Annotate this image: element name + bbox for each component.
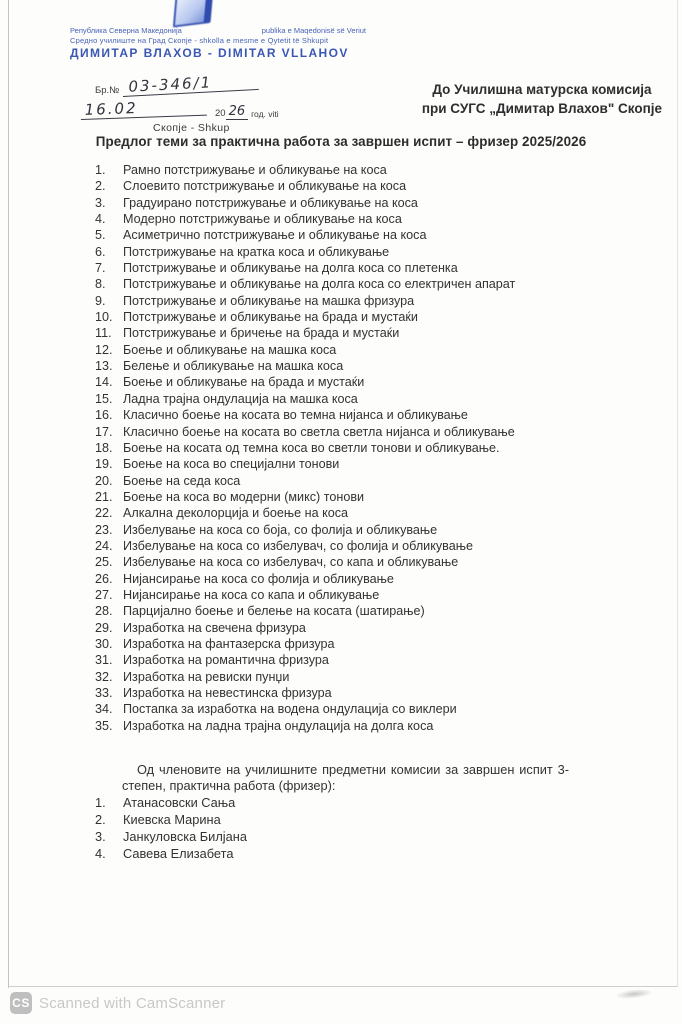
topic-item-number: 6. bbox=[95, 244, 106, 259]
letterhead-line-1 bbox=[70, 26, 366, 35]
topic-item bbox=[95, 474, 642, 490]
topic-item bbox=[95, 637, 642, 653]
topic-item bbox=[95, 343, 642, 359]
topic-item-text: Рамно потстрижување и обликување на коса bbox=[123, 163, 387, 177]
member-item bbox=[95, 829, 642, 846]
topic-item-text: Потстрижување на кратка коса и обликување bbox=[123, 244, 390, 259]
topic-item-number: 24. bbox=[95, 538, 113, 553]
year-prefix: 20 bbox=[215, 108, 226, 119]
topic-item-text: Изработка на фантазерска фризура bbox=[123, 636, 335, 651]
topic-item-number: 22. bbox=[95, 506, 113, 521]
topic-item-text: Парцијално боење и белење на косата (шатирање) bbox=[123, 604, 425, 619]
topic-item bbox=[95, 392, 642, 408]
topic-item-number: 33. bbox=[95, 686, 113, 700]
topic-item bbox=[95, 604, 642, 620]
topic-item bbox=[95, 702, 642, 718]
topic-item-number: 19. bbox=[95, 457, 113, 472]
topic-item-number: 1. bbox=[95, 163, 106, 177]
topic-item bbox=[95, 539, 642, 555]
topic-item-text: Боење и обликување на машка коса bbox=[123, 342, 337, 357]
member-item bbox=[95, 795, 642, 812]
topic-item-number: 28. bbox=[95, 604, 113, 619]
emblem-bar bbox=[204, 0, 212, 23]
topic-item bbox=[95, 359, 642, 375]
topic-item-number: 2. bbox=[95, 179, 106, 194]
topic-item-text: Модерно потстрижување и обликување на коса bbox=[123, 212, 402, 227]
topic-item-number: 34. bbox=[95, 702, 113, 717]
topic-item-number: 7. bbox=[95, 261, 106, 276]
city-label: Скопје - Shkup bbox=[153, 122, 230, 134]
letterhead-country-sq: publika e Maqedonisë së Veriut bbox=[261, 26, 366, 35]
topic-item-number: 4. bbox=[95, 212, 106, 227]
topic-item-text: Класично боење на косата во темна нијанса и обликување bbox=[123, 408, 468, 423]
topic-item-text: Класично боење на косата во светла светла нијанса и обликување bbox=[123, 424, 515, 439]
topic-item-text: Изработка на ладна трајна ондулација на долга коса bbox=[123, 718, 434, 733]
topic-item-text: Боење на косата од темна коса во светли тонови и обликување. bbox=[123, 440, 500, 455]
topic-item-number: 17. bbox=[95, 424, 113, 439]
topics-list bbox=[0, 163, 642, 735]
commission-paragraph: Од членовите на училишните предметни комисии за завршен испит 3-степен, практична работа (фризер): bbox=[122, 761, 569, 794]
topic-item bbox=[95, 523, 642, 539]
topic-item bbox=[95, 277, 642, 293]
topic-item bbox=[95, 163, 642, 179]
handwritten-document-number: 03-346/1 bbox=[122, 71, 259, 97]
topic-item-text: Избелување на коса со избелувач, со фолија и обликување bbox=[123, 538, 473, 553]
topic-item-number: 25. bbox=[95, 555, 113, 570]
topic-item-text: Изработка на невестинска фризура bbox=[123, 686, 332, 700]
member-item-text: Јанкуловска Билјана bbox=[123, 829, 247, 844]
topic-item-number: 27. bbox=[95, 587, 113, 602]
topic-item bbox=[95, 555, 642, 571]
letterhead-line-2: Средно училиште на Град Скопје - shkolla e mesme e Qytetit të Shkupit bbox=[70, 36, 329, 45]
topic-item-text: Постапка за изработка на водена ондулација со виклери bbox=[123, 702, 457, 717]
topic-item-number: 9. bbox=[95, 293, 106, 308]
camscanner-text: Scanned with CamScanner bbox=[39, 994, 226, 1012]
topic-item-number: 21. bbox=[95, 489, 113, 504]
topic-item-text: Боење на коса во модерни (микс) тонови bbox=[123, 489, 365, 504]
member-item-text: Атанасовски Сања bbox=[123, 795, 236, 810]
topic-item-text: Боење на седа коса bbox=[123, 473, 241, 488]
topic-item bbox=[95, 196, 642, 212]
topic-item-number: 30. bbox=[95, 636, 113, 651]
member-item-number: 2. bbox=[95, 812, 106, 827]
topic-item bbox=[95, 588, 642, 604]
scan-smudge-artifact bbox=[617, 988, 652, 1000]
letterhead-country-mk: Република Северна Македонија bbox=[70, 26, 182, 35]
handwritten-date: 16.02 bbox=[80, 97, 207, 120]
topic-item bbox=[95, 457, 642, 473]
document-number-block bbox=[84, 73, 280, 134]
topic-item bbox=[95, 375, 642, 391]
topic-item-text: Потстрижување и обликување на долга коса со електричен апарат bbox=[123, 277, 516, 292]
member-item-number: 1. bbox=[95, 795, 106, 810]
topic-item-text: Нијансирање на коса со фолија и обликување bbox=[123, 571, 394, 586]
topic-item-number: 15. bbox=[95, 391, 113, 406]
topic-item-number: 20. bbox=[95, 473, 113, 488]
topic-item-number: 35. bbox=[95, 718, 113, 733]
member-item-number: 4. bbox=[95, 846, 106, 861]
topic-item-text: Ладна трајна ондулација на машка коса bbox=[123, 391, 358, 406]
topic-item-number: 18. bbox=[95, 440, 113, 455]
member-item bbox=[95, 846, 642, 863]
handwritten-year: 26 bbox=[226, 104, 249, 120]
topic-item bbox=[95, 294, 642, 310]
topic-item bbox=[95, 719, 642, 735]
topic-item bbox=[95, 670, 642, 686]
topic-item-number: 13. bbox=[95, 359, 113, 374]
topic-item-text: Избелување на коса со избелувач, со капа и обликување bbox=[123, 555, 459, 570]
recipient-line-2: при СУГС „Димитар Влахов" Скопје bbox=[421, 101, 662, 116]
camscanner-watermark bbox=[10, 992, 225, 1014]
recipient-block bbox=[422, 80, 662, 118]
recipient-line-1: До Училишна матурска комисија bbox=[432, 82, 652, 97]
member-item-number: 3. bbox=[95, 829, 106, 844]
topic-item bbox=[95, 228, 642, 244]
topic-item-text: Потстрижување и обликување на машка фризура bbox=[123, 293, 415, 308]
topic-item-text: Нијансирање на коса со капа и обликување bbox=[123, 587, 380, 602]
members-list bbox=[0, 795, 642, 863]
number-label: Бр.№ bbox=[95, 85, 120, 96]
topic-item-number: 3. bbox=[95, 195, 106, 210]
member-item-text: Савева Елизабета bbox=[123, 846, 234, 861]
scan-edge-bottom bbox=[8, 986, 677, 987]
letterhead-school-name: ДИМИТАР ВЛАХОВ - DIMITAR VLLAHOV bbox=[70, 46, 349, 60]
year-suffix: год. viti bbox=[251, 109, 279, 119]
topic-item-text: Боење и обликување на брада и мустаќи bbox=[123, 375, 365, 390]
topic-item-text: Потстрижување и обликување на брада и мустаќи bbox=[123, 310, 418, 325]
topic-item bbox=[95, 441, 642, 457]
topic-item-number: 29. bbox=[95, 620, 113, 635]
topic-item-number: 5. bbox=[95, 228, 106, 243]
topic-item-text: Градуирано потстрижување и обликување на коса bbox=[123, 195, 418, 210]
topic-item-text: Изработка на свечена фризура bbox=[123, 620, 306, 635]
topic-item-number: 12. bbox=[95, 342, 113, 357]
topic-item bbox=[95, 261, 642, 277]
topic-item-number: 11. bbox=[95, 326, 112, 341]
topic-item-text: Алкална деколорција и боење на коса bbox=[123, 506, 349, 521]
topic-item bbox=[95, 408, 642, 424]
topic-item bbox=[95, 621, 642, 637]
topic-item-number: 16. bbox=[95, 408, 113, 423]
document-title: Предлог теми за практична работа за завршен испит – фризер 2025/2026 bbox=[95, 134, 587, 149]
topic-item bbox=[95, 245, 642, 261]
topic-item-text: Потстрижување и бричење на брада и мустаќи bbox=[123, 326, 400, 341]
topic-item-text: Слоевито потстрижување и обликување на коса bbox=[123, 179, 407, 194]
topic-item bbox=[95, 506, 642, 522]
topic-item bbox=[95, 326, 642, 342]
topic-item-text: Изработка на романтична фризура bbox=[123, 653, 329, 668]
topic-item-text: Потстрижување и обликување на долга коса со плетенка bbox=[123, 261, 458, 276]
camscanner-icon: CS bbox=[10, 992, 32, 1014]
topic-item-number: 26. bbox=[95, 571, 113, 586]
topic-item bbox=[95, 653, 642, 669]
school-emblem-icon bbox=[173, 0, 213, 28]
topic-item-text: Белење и обликување на машка коса bbox=[123, 359, 344, 374]
topic-item-number: 32. bbox=[95, 669, 113, 684]
topic-item-number: 8. bbox=[95, 277, 106, 292]
member-item-text: Киевска Марина bbox=[123, 812, 221, 827]
topic-item-text: Изработка на ревиски пунџи bbox=[123, 669, 290, 684]
topic-item-number: 14. bbox=[95, 375, 113, 390]
topic-item-number: 10. bbox=[95, 310, 113, 325]
topic-item-text: Избелување на коса со боја, со фолија и обликување bbox=[123, 522, 438, 537]
topic-item bbox=[95, 572, 642, 588]
topic-item bbox=[95, 686, 642, 702]
topic-item-text: Асиметрично потстрижување и обликување на коса bbox=[123, 228, 427, 243]
topic-item bbox=[95, 310, 642, 326]
topic-item bbox=[95, 425, 642, 441]
topic-item-number: 23. bbox=[95, 522, 113, 537]
topic-item-text: Боење на коса во специјални тонови bbox=[123, 457, 340, 472]
topic-item bbox=[95, 179, 642, 195]
topic-item-number: 31. bbox=[95, 653, 113, 668]
topic-item bbox=[95, 490, 642, 506]
member-item bbox=[95, 812, 642, 829]
topic-item bbox=[95, 212, 642, 228]
